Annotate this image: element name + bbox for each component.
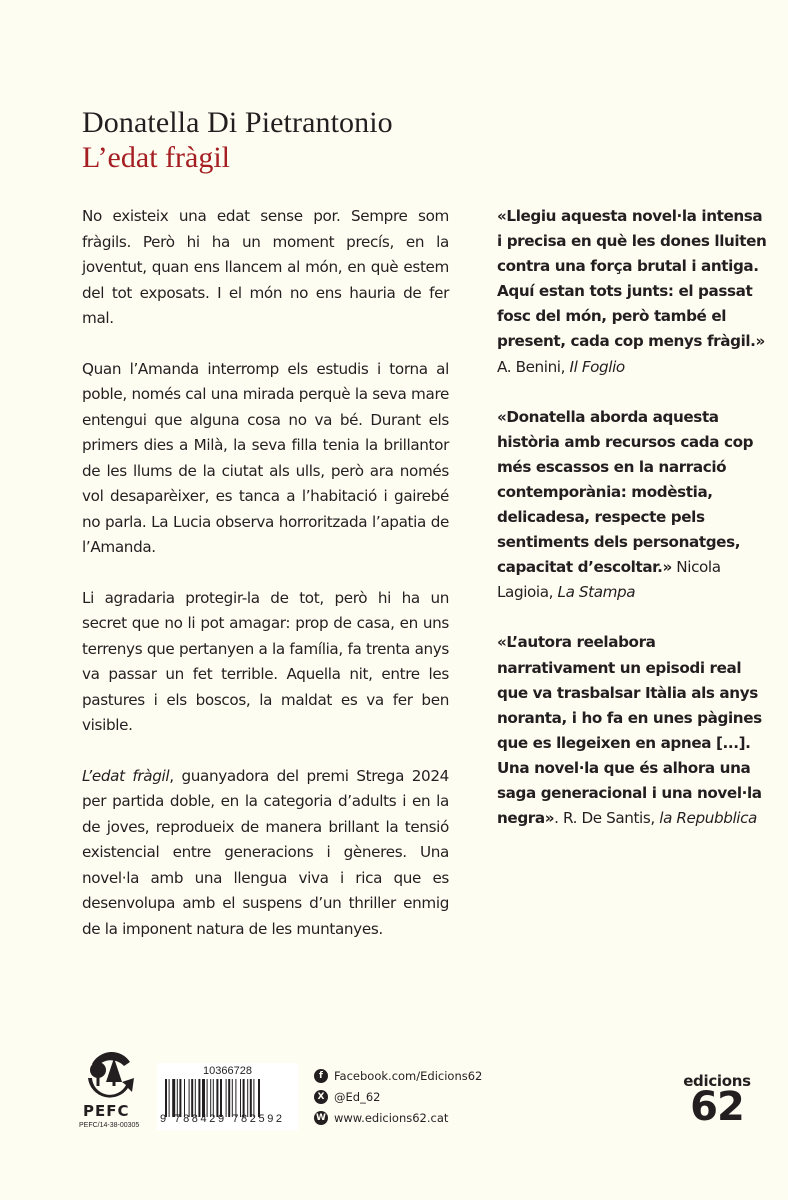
book-title: L’edat fràgil — [82, 141, 230, 174]
blurb-paragraph-3: Li agradaria protegir-la de tot, però hi ha un secret que no li pot amagar: prop de casa, en uns terrenys que pertanyen a la família, fa trenta anys va passar un fet terrible. Aquella nit, entre les pastures i els boscos, la maldat es va fer ben visible. — [82, 588, 449, 734]
publisher-word: edicions — [683, 1072, 751, 1090]
barcode-bar — [220, 1079, 222, 1117]
barcode-bar — [207, 1079, 208, 1117]
barcode-bar — [195, 1079, 196, 1117]
barcode-bar — [179, 1079, 181, 1117]
barcode-bar — [243, 1079, 245, 1117]
review — [497, 405, 767, 606]
barcode-bar — [258, 1079, 260, 1117]
social-link-x[interactable] — [314, 1086, 482, 1107]
pefc-code: PEFC/14-38-00305 — [79, 1122, 140, 1129]
author-name: Donatella Di Pietrantonio — [82, 106, 393, 139]
blurb-book-title: L’edat fràgil — [82, 766, 170, 785]
barcode-bar — [226, 1079, 227, 1117]
blurb-paragraph-2: Quan l’Amanda interromp els estudis i torna al poble, només cal una mirada perquè la seva mare entengui que alguna cosa no va bé. Durant els primers dies a Milà, la seva filla tenia la brillantor de les llums de la ciutat als ulls, però ara només vol desaparèixer, es tanca a l’habitació i gairebé no parla. La Lucia observa horroritzada l’apatia de l’Amanda. — [82, 359, 449, 556]
publisher-logo — [682, 1072, 752, 1130]
barcode-bar — [189, 1079, 190, 1117]
barcode-bar — [228, 1079, 230, 1117]
reviews — [497, 204, 767, 856]
barcode-bars — [165, 1079, 291, 1117]
barcode-bar — [177, 1079, 178, 1117]
barcode-bar — [250, 1079, 252, 1117]
barcode-bar — [198, 1079, 200, 1117]
social-link-web[interactable] — [314, 1107, 482, 1128]
barcode-bar — [235, 1079, 236, 1117]
pefc-logo — [78, 1048, 148, 1129]
barcode-bar — [253, 1079, 254, 1117]
barcode-bar — [165, 1079, 167, 1117]
barcode-bar — [216, 1079, 218, 1117]
barcode-bar — [202, 1079, 205, 1117]
review-quote: «L’autora reelabora narrativament un episodi real que va trasbalsar Itàlia als anys noranta, i ho fa en unes pàgines que es llegeixen en apnea [...]. Una novel·la que és alhora una saga generacional i una novel·la negra» — [497, 633, 762, 828]
barcode-bar — [240, 1079, 241, 1117]
publisher-number: 62 — [690, 1084, 744, 1130]
pefc-label: PEFC — [83, 1102, 130, 1120]
social-label[interactable]: Facebook.com/Edicions62 — [334, 1068, 483, 1083]
review-critic: A. Benini, — [497, 357, 570, 376]
isbn-digits: 9 788429 782592 — [160, 1113, 285, 1125]
social-link-facebook[interactable] — [314, 1065, 482, 1086]
review-outlet: La Stampa — [557, 583, 636, 602]
barcode-bar — [213, 1079, 214, 1117]
review-quote: «Llegiu aquesta novel·la intensa i precisa en què les dones lluiten contra una força brutal i antiga. Aquí estan tots junts: el passat fosc del món, però també el present, cada cop menys fràgil.» — [497, 207, 767, 351]
social-label[interactable]: www.edicions62.cat — [334, 1110, 449, 1125]
blurb-paragraph-1: No existeix una edat sense por. Sempre som fràgils. Però hi ha un moment precís, en la joventut, quan ens llancem al món, en què estem del tot exposats. I el món no ens hauria de fer mal. — [82, 207, 449, 327]
review-outlet: Il Foglio — [569, 357, 625, 376]
blurb-paragraph-4-text: , guanyadora del premi Strega 2024 per partida doble, en la categoria d’adults i en la de joves, reprodueix de manera brillant la tensió existencial entre generacions i gèneres. Una novel·la amb una llengua viva i rica que es desenvolupa amb el suspens d’un thriller enmig de la imponent natura de les muntanyes. — [82, 766, 449, 938]
review-outlet: la Repubblica — [659, 809, 757, 828]
x-icon: X — [314, 1090, 328, 1104]
barcode-bar — [191, 1079, 193, 1117]
review-critic: . R. De Santis, — [554, 809, 660, 828]
barcode-bar — [210, 1079, 211, 1117]
barcode-internal-number: 10366728 — [203, 1065, 252, 1077]
barcode-bar — [169, 1079, 170, 1117]
barcode-bar — [172, 1079, 175, 1117]
review-critic: Nicola Lagioia, — [497, 558, 721, 602]
pefc-trees-icon — [78, 1048, 140, 1100]
review — [497, 204, 767, 380]
web-icon: W — [314, 1111, 328, 1125]
barcode-bar — [232, 1079, 233, 1117]
barcode-bar — [184, 1079, 185, 1117]
barcode — [157, 1063, 298, 1130]
facebook-icon: f — [314, 1069, 328, 1083]
social-links — [314, 1065, 482, 1128]
review — [497, 630, 767, 831]
review-quote: «Donatella aborda aquesta història amb recursos cada cop més escassos en la narració contemporània: modèstia, delicadesa, respecte pels sentiments dels personatges, capacitat d’escoltar.» — [497, 407, 754, 577]
blurb-paragraph-4 — [82, 764, 449, 943]
barcode-bar — [247, 1079, 248, 1117]
social-label[interactable]: @Ed_62 — [334, 1089, 381, 1104]
blurb — [82, 204, 449, 967]
